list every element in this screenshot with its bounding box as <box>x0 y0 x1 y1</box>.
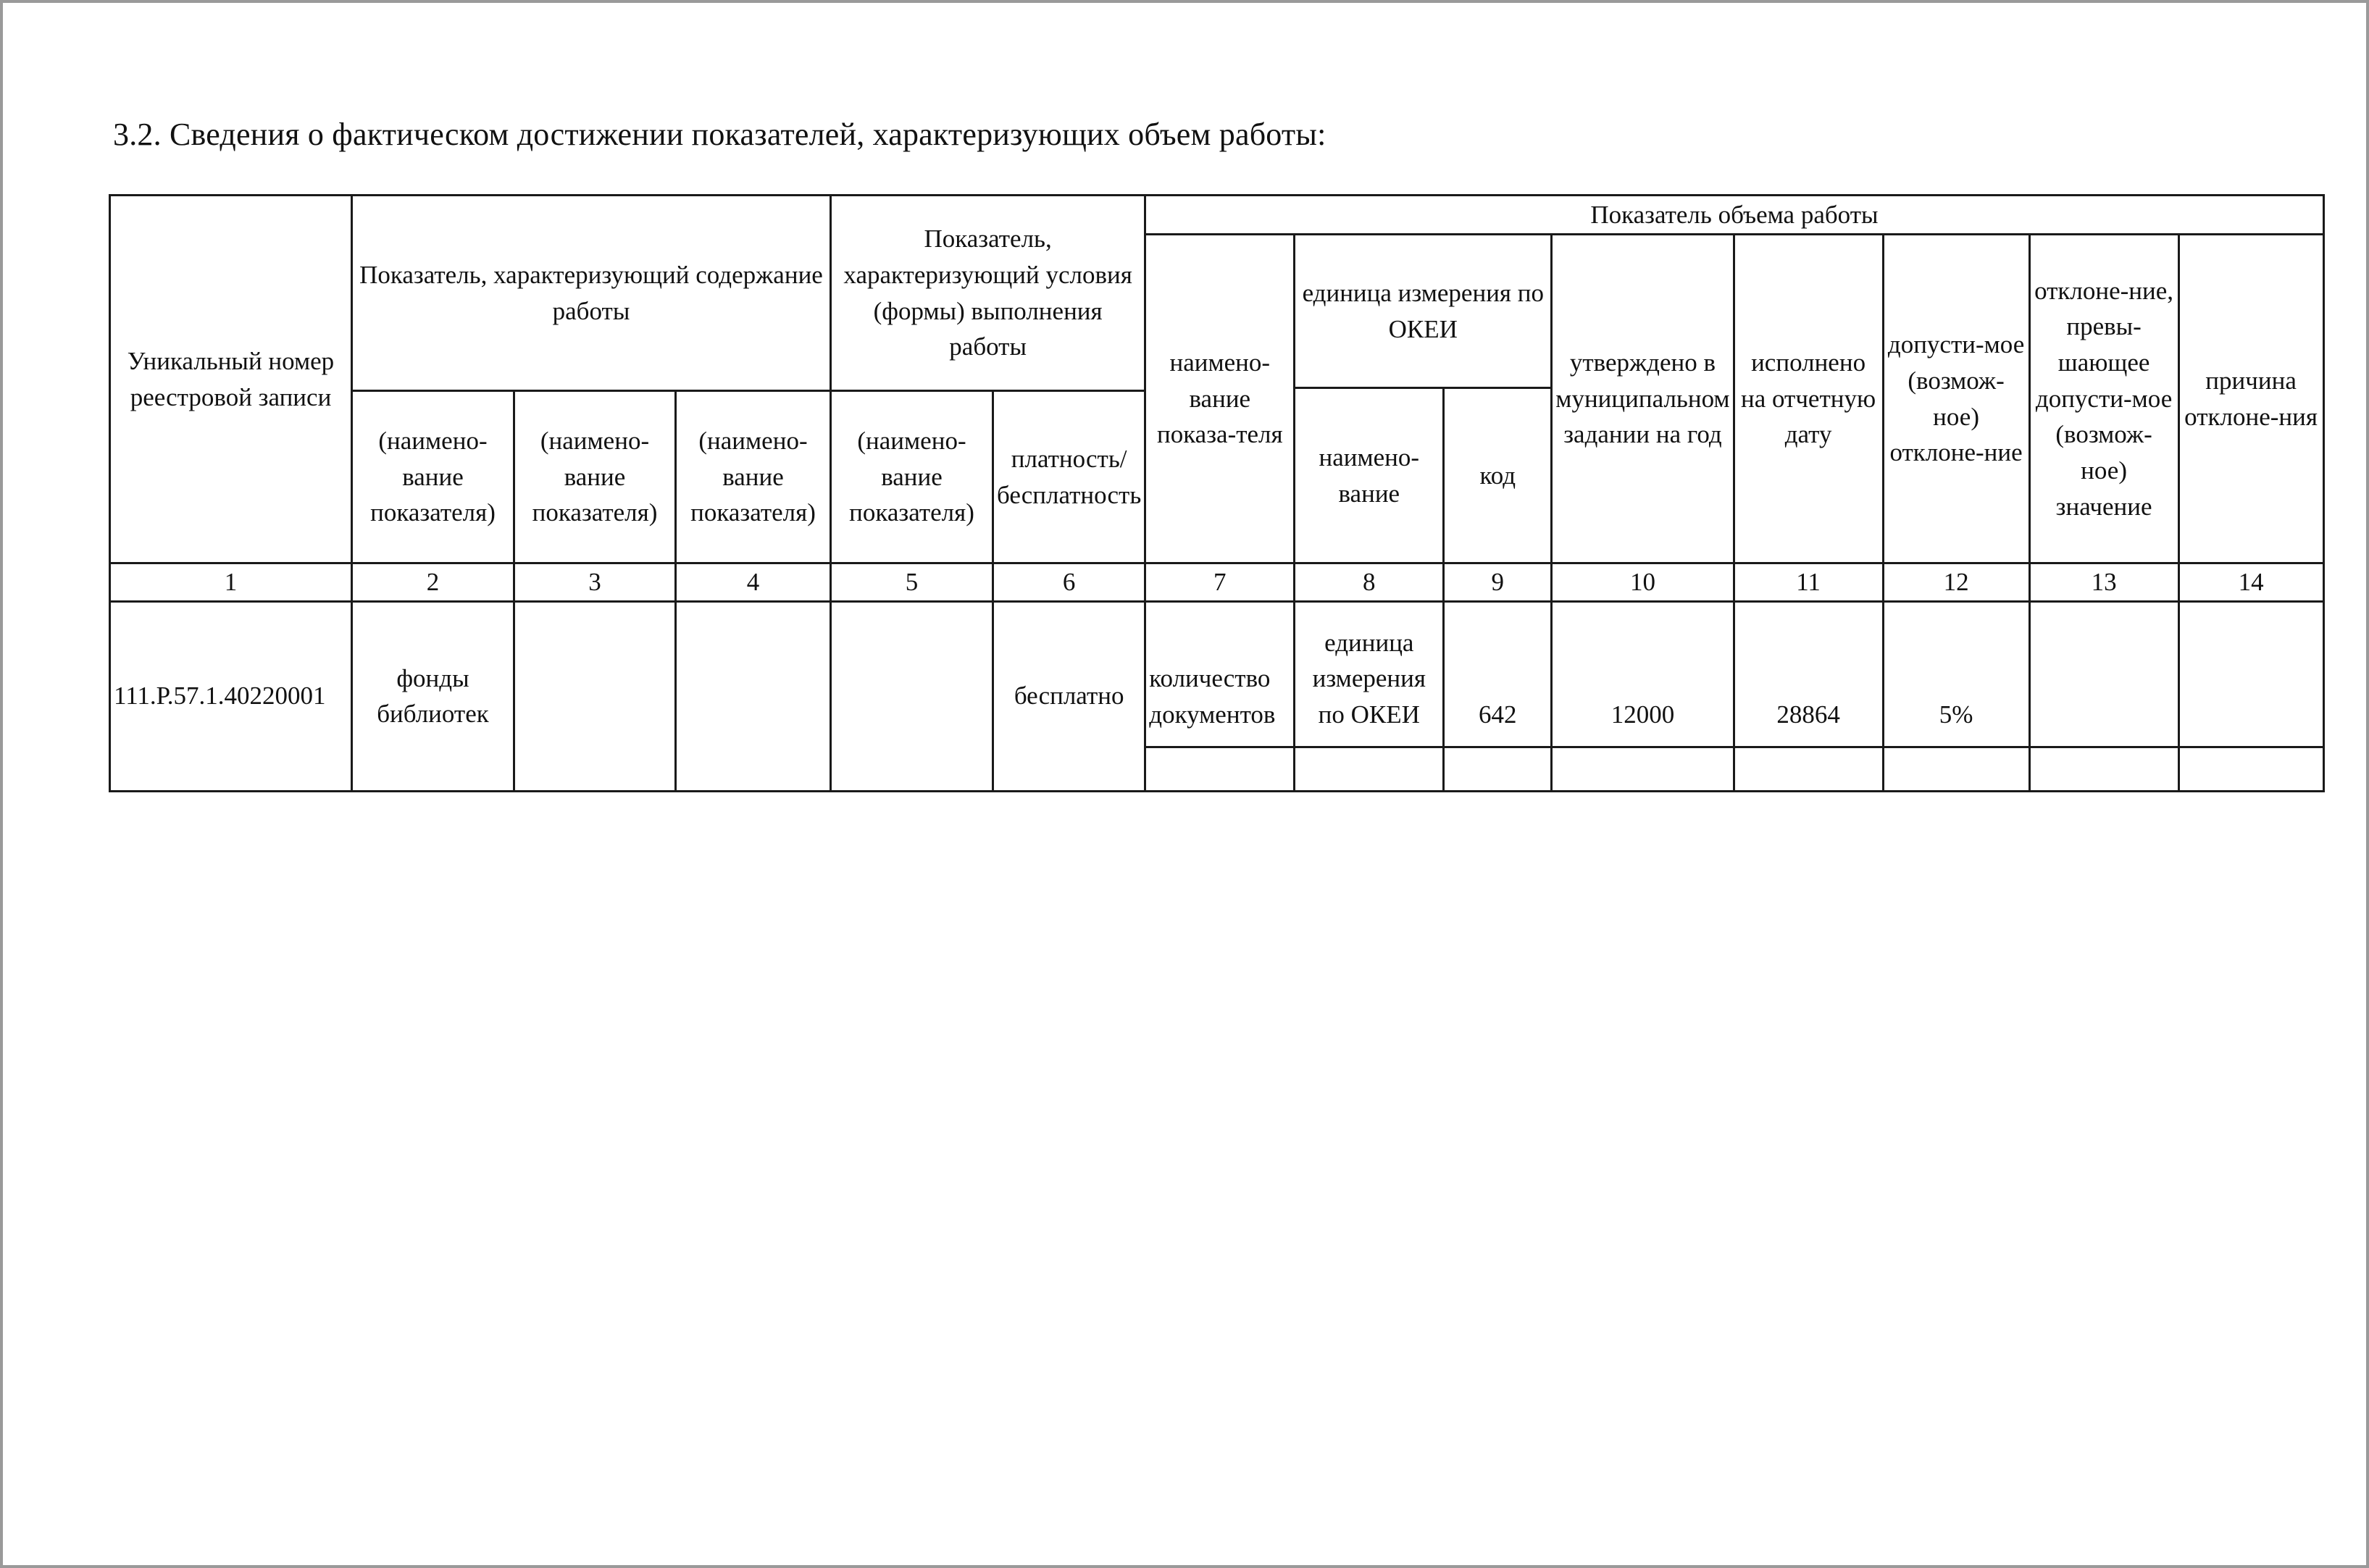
cell-indicator-name: количество документов <box>1145 601 1295 747</box>
work-volume-table <box>109 194 2325 792</box>
cell-empty <box>1734 747 1883 791</box>
cell-deviation-reason <box>2178 601 2323 747</box>
column-number: 4 <box>676 563 831 602</box>
header-allowed-deviation: допусти-мое (возмож-ное) отклоне-ние <box>1883 235 2029 563</box>
column-number: 6 <box>993 563 1145 602</box>
section-heading: 3.2. Сведения о фактическом достижении показателей, характеризующих объем работы: <box>113 117 1326 152</box>
column-number: 12 <box>1883 563 2029 602</box>
cell-approved: 12000 <box>1552 601 1734 747</box>
header-indicator-name-3: (наимено-вание показателя) <box>514 391 676 563</box>
column-number: 8 <box>1295 563 1444 602</box>
header-approved: утверждено в муниципальном задании на год <box>1552 235 1734 563</box>
column-number: 7 <box>1145 563 1295 602</box>
header-volume-indicator: Показатель объема работы <box>1145 196 2323 235</box>
cell-allowed-deviation: 5% <box>1883 601 2029 747</box>
column-number: 10 <box>1552 563 1734 602</box>
header-payment: платность/бесплатность <box>993 391 1145 563</box>
cell-unit-name: единица измерения по ОКЕИ <box>1295 601 1444 747</box>
header-unit-name: наимено-вание <box>1295 388 1444 563</box>
cell-empty <box>1295 747 1444 791</box>
cell-unit-code: 642 <box>1444 601 1552 747</box>
cell-empty <box>1552 747 1734 791</box>
column-number: 5 <box>831 563 993 602</box>
cell-executed: 28864 <box>1734 601 1883 747</box>
header-indicator-name-5: (наимено-вание показателя) <box>831 391 993 563</box>
header-indicator-name-2: (наимено-вание показателя) <box>352 391 514 563</box>
header-indicator-name: наимено-вание показа-теля <box>1145 235 1295 563</box>
header-registry-number: Уникальный номер реестровой записи <box>110 196 352 563</box>
column-number: 3 <box>514 563 676 602</box>
cell-registry-number: 111.Р.57.1.40220001 <box>110 601 352 791</box>
column-number: 9 <box>1444 563 1552 602</box>
column-number: 14 <box>2178 563 2323 602</box>
cell-col3 <box>514 601 676 791</box>
header-deviation-reason: причина отклоне-ния <box>2178 235 2323 563</box>
cell-col4 <box>676 601 831 791</box>
header-unit: единица измерения по ОКЕИ <box>1295 235 1552 388</box>
cell-col5 <box>831 601 993 791</box>
header-unit-code: код <box>1444 388 1552 563</box>
cell-content-indicator: фонды библиотек <box>352 601 514 791</box>
header-conditions-indicator: Показатель, характеризующий условия (формы) выполнения работы <box>831 196 1145 391</box>
cell-empty <box>2029 747 2178 791</box>
header-indicator-name-4: (наимено-вание показателя) <box>676 391 831 563</box>
cell-excess-deviation <box>2029 601 2178 747</box>
column-number: 2 <box>352 563 514 602</box>
header-excess-deviation: отклоне-ние, превы-шающее допусти-мое (возмож-ное) значение <box>2029 235 2178 563</box>
header-executed: исполнено на отчетную дату <box>1734 235 1883 563</box>
column-number: 13 <box>2029 563 2178 602</box>
header-content-indicator: Показатель, характеризующий содержание работы <box>352 196 831 391</box>
cell-payment: бесплатно <box>993 601 1145 791</box>
cell-empty <box>1883 747 2029 791</box>
cell-empty <box>2178 747 2323 791</box>
column-number: 1 <box>110 563 352 602</box>
cell-empty <box>1145 747 1295 791</box>
column-number: 11 <box>1734 563 1883 602</box>
cell-empty <box>1444 747 1552 791</box>
